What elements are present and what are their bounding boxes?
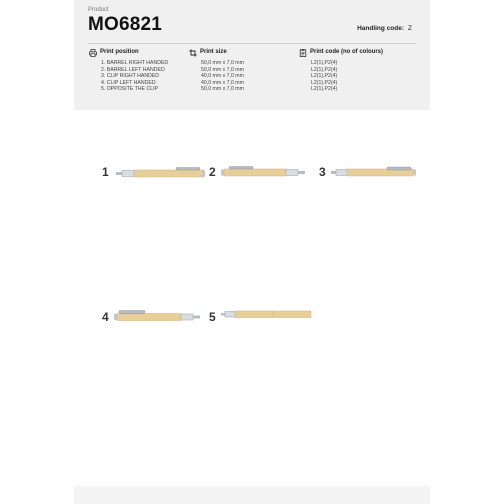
code-item: L2(1),P2(4) xyxy=(311,60,338,66)
handling-value: Z xyxy=(408,25,412,32)
position-item: 1. BARREL RIGHT HANDED xyxy=(101,60,169,66)
pen-image xyxy=(114,306,204,324)
pen-image xyxy=(221,163,306,179)
code-item: L2(1),P2(4) xyxy=(311,86,338,93)
code-item: L2(1),P2(4) xyxy=(311,66,338,73)
print-position-title: Print position xyxy=(100,49,139,56)
footer-band xyxy=(74,486,430,504)
product-sheet xyxy=(74,0,430,504)
print-code-column xyxy=(299,48,383,93)
print-size-title: Print size xyxy=(200,49,227,56)
print-position-column xyxy=(89,48,168,93)
printer-icon xyxy=(89,49,97,57)
pen-number: 4 xyxy=(102,310,109,324)
print-size-column xyxy=(189,48,244,93)
pen-number: 3 xyxy=(319,165,326,179)
pen-number: 2 xyxy=(209,165,216,179)
crop-icon xyxy=(189,49,197,57)
pen-image xyxy=(331,163,416,179)
code-item: L2(1),P2(4) xyxy=(311,79,338,86)
handling-code xyxy=(357,25,412,32)
position-item: 5. OPPOSITE THE CLIP xyxy=(101,86,158,93)
product-code: MO6821 xyxy=(88,14,163,35)
header-divider xyxy=(88,43,416,44)
clipboard-icon xyxy=(299,49,307,57)
position-item: 3. CLIP RIGHT HANDED xyxy=(101,73,160,80)
code-item: L2(1),P2(4) xyxy=(311,73,338,80)
position-item: 4. CLIP LEFT HANDED xyxy=(101,79,156,86)
position-item: 2. BARREL LEFT HANDED xyxy=(101,66,165,73)
pen-image xyxy=(116,164,206,180)
size-item: 50,0 mm x 7,0 mm xyxy=(201,66,244,73)
pen-number: 5 xyxy=(209,310,216,324)
print-code-title: Print code (no of colours) xyxy=(310,49,383,56)
size-item: 40,0 mm x 7,0 mm xyxy=(201,73,244,80)
size-item: 50,0 mm x 7,0 mm xyxy=(201,60,244,66)
size-item: 50,0 mm x 7,0 mm xyxy=(201,86,244,93)
pen-number: 1 xyxy=(102,165,109,179)
pen-image xyxy=(221,306,313,322)
size-item: 40,0 mm x 7,0 mm xyxy=(201,79,244,86)
header xyxy=(74,0,430,110)
product-label: Product xyxy=(88,7,109,13)
handling-label: Handling code: xyxy=(357,25,405,32)
